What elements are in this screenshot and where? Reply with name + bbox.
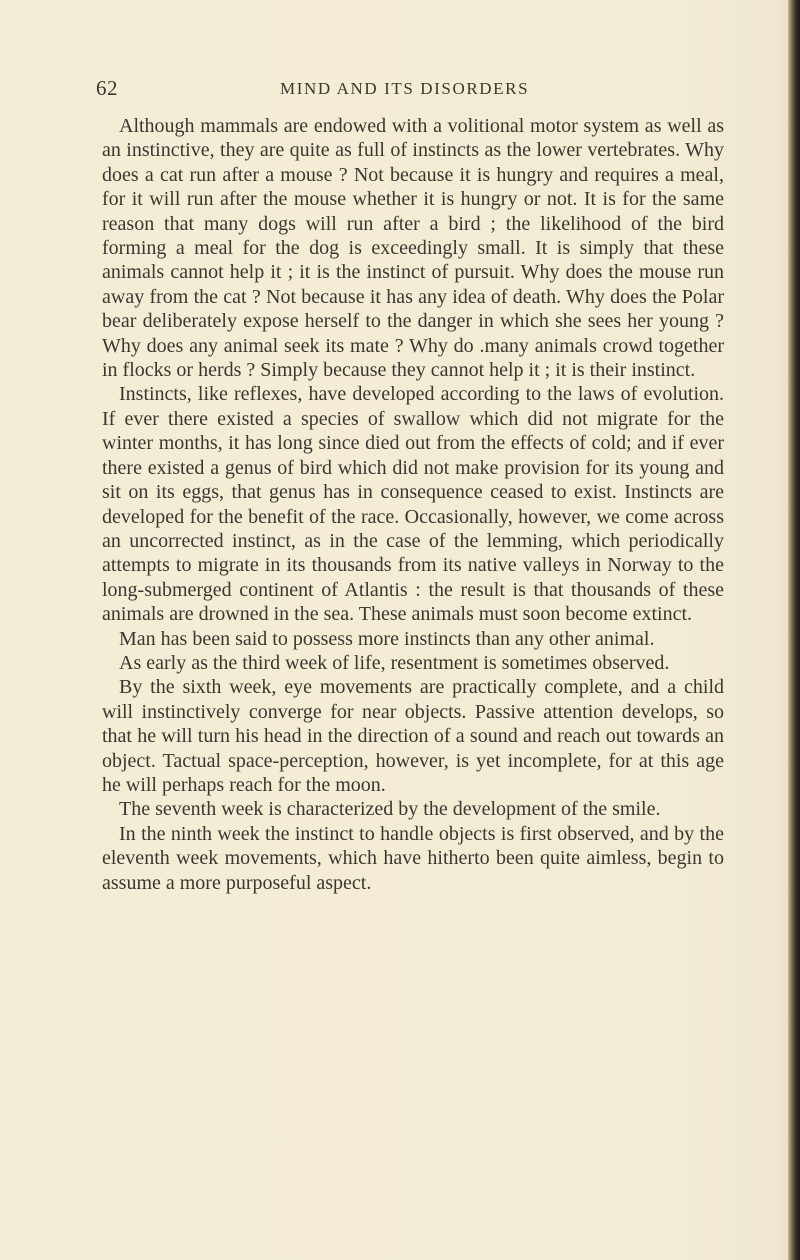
paragraph-ninth-week: In the ninth week the instinct to handle objects is first observed, and by the eleventh week movements, which have hitherto been quite aimless, begin to assume a more purposeful aspect. (102, 822, 724, 894)
running-head: MIND AND ITS DISORDERS (280, 79, 530, 98)
paragraph-sixth-week: By the sixth week, eye movements are practically complete, and a child will instinctively converge for near objects. Passive attention develops, so that he will turn his head in the direction of a sound and reach out towards an object. Tactual space-perception, however, is yet incomplete, for at this age he will perhaps reach for the moon. (102, 676, 724, 796)
paragraph-third-week: As early as the third week of life, resentment is sometimes observed. (119, 651, 670, 674)
paragraph-mammal-instincts: Although mammals are endowed with a volitional motor system as well as an instinctive, they are quite as full of instincts as the lower vertebrates. Why does a cat run after a mouse ? Not because it is hungry and requires a meal, for it will run after the mouse whether it is hungry or not. It is for the same reason that many dogs will run after a bird ; the likelihood of the bird forming a meal for the dog is exceedingly small. It is simply that these animals cannot help it ; it is the instinct of pursuit. Why does the mouse run away from the cat ? Not because it has any idea of death. Why does the Polar bear deliberately expose herself to the danger in which she sees her young ? Why does any animal seek its mate ? Why do .many animals crowd together in flocks or herds ? Simply because they cannot help it ; it is their instinct. (102, 115, 724, 382)
paragraph-evolution-of-instincts: Instincts, like reflexes, have developed according to the laws of evolution. If ever there existed a species of swallow which did not migrate for the winter months, it has long since died out from the effects of cold; and if ever there existed a genus of bird which did not make provision for its young and sit on its eggs, that genus has in consequence ceased to exist. Instincts are developed for the benefit of the race. Occasionally, however, we come across an uncorrected instinct, as in the case of the lemming, which periodically attempts to migrate in its thousands from its native valleys in Norway to the long-submerged continent of Atlantis : the result is that thousands of these animals are drowned in the sea. These animals must soon become extinct. (102, 383, 724, 626)
body-text (102, 114, 724, 895)
page-header (0, 76, 800, 104)
page-number: 62 (96, 76, 118, 100)
book-spine-shadow (788, 0, 800, 1260)
paragraph-seventh-week: The seventh week is characterized by the development of the smile. (119, 798, 661, 821)
paragraph-man-instincts: Man has been said to possess more instincts than any other animal. (119, 627, 655, 650)
